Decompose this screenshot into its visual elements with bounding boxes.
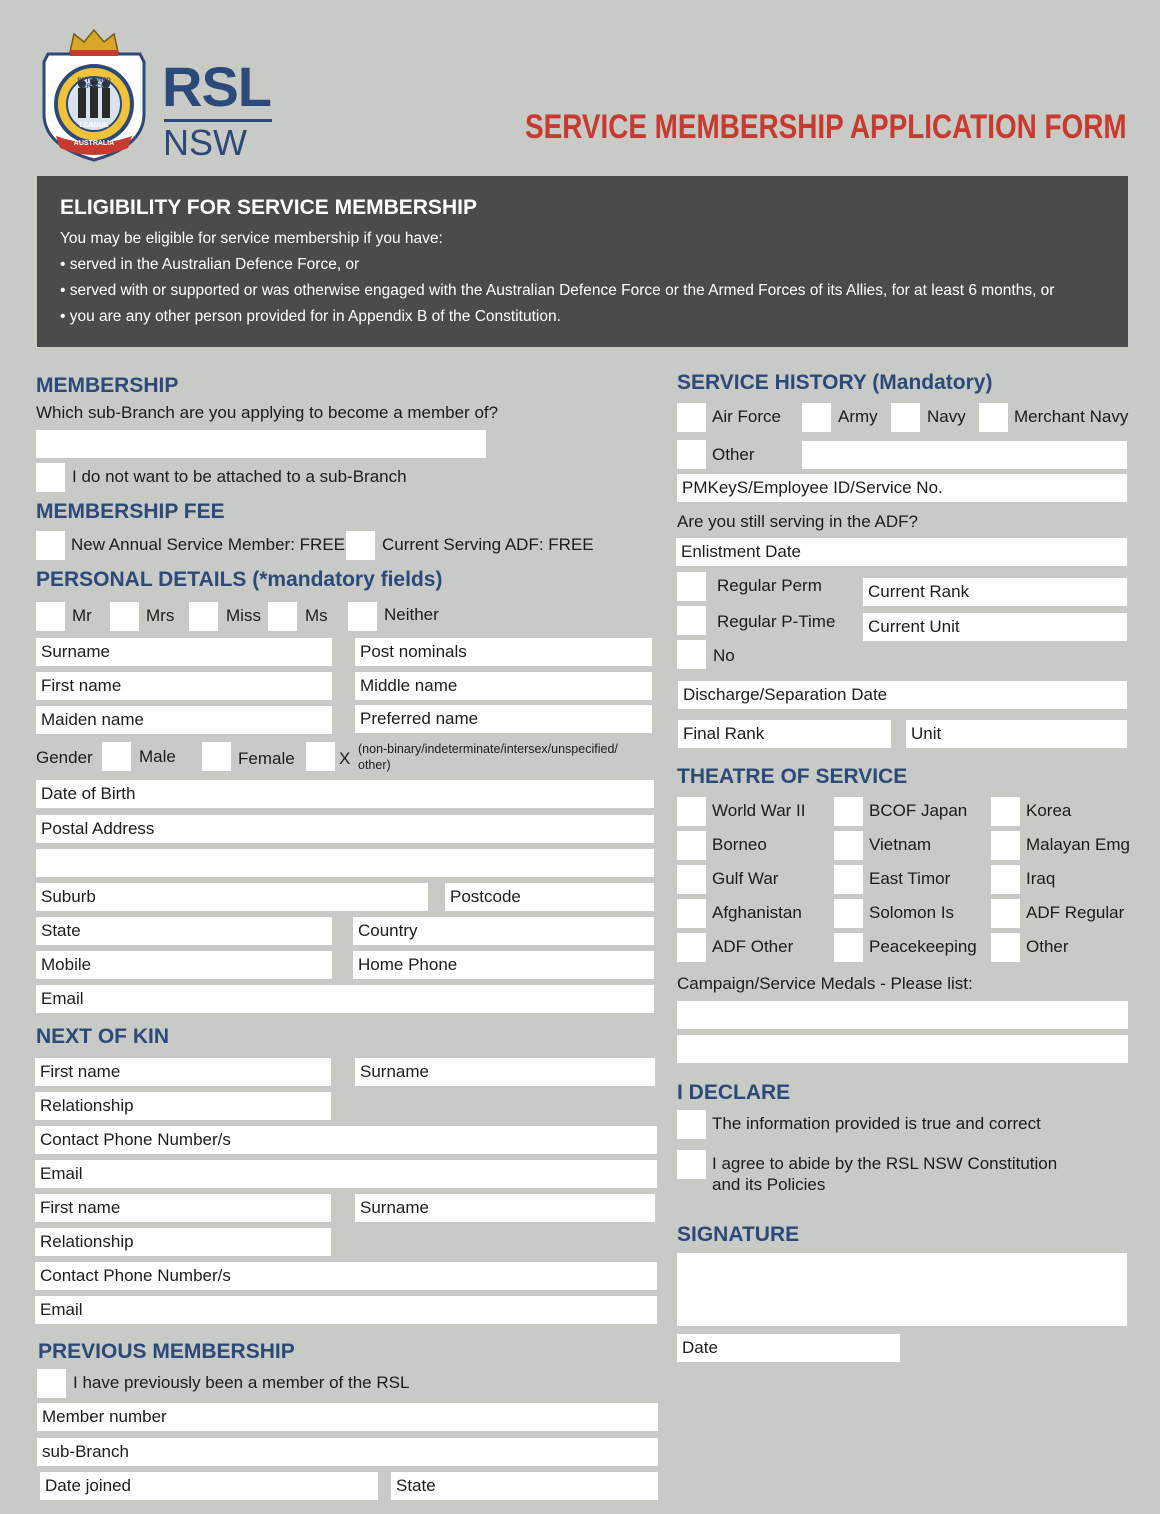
theatre-vietnam-label: Vietnam xyxy=(869,835,932,854)
annual-fee-label: New Annual Service Member: FREE xyxy=(71,535,345,554)
theatre-gulf-checkbox[interactable] xyxy=(677,865,706,894)
theatre-iraq-checkbox[interactable] xyxy=(991,865,1020,894)
serving-fee-checkbox[interactable] xyxy=(346,531,375,560)
theatre-malayan-label: Malayan Emg xyxy=(1026,835,1130,854)
service-other-checkbox[interactable] xyxy=(677,440,706,469)
theatre-ww2-label: World War II xyxy=(712,801,806,820)
member-number-field[interactable]: Member number xyxy=(37,1403,658,1431)
regular-ptime-label: Regular P-Time xyxy=(717,612,836,631)
title-mrs-checkbox[interactable] xyxy=(110,602,139,631)
theatre-afghanistan-checkbox[interactable] xyxy=(677,899,706,928)
eligibility-point: • you are any other person provided for in Appendix B of the Constitution. xyxy=(60,308,561,325)
signature-date-field[interactable]: Date xyxy=(677,1334,900,1362)
maiden-name-field[interactable]: Maiden name xyxy=(36,706,332,734)
membership-question: Which sub-Branch are you applying to become a member of? xyxy=(36,403,499,422)
air-force-checkbox[interactable] xyxy=(677,403,706,432)
theatre-other-label: Other xyxy=(1026,937,1069,956)
eligibility-point: • served with or supported or was otherwise engaged with the Australian Defence Force or the Armed Forces of its Allies, for at least 6 months, or xyxy=(60,282,1055,299)
surname-field[interactable]: Surname xyxy=(36,638,332,666)
dob-field[interactable]: Date of Birth xyxy=(36,780,654,808)
title-mrs-label: Mrs xyxy=(146,606,175,625)
kin2-email-field[interactable]: Email xyxy=(35,1296,657,1324)
kin1-first-name-field[interactable]: First name xyxy=(35,1058,331,1086)
eligibility-intro: You may be eligible for service membership if you have: xyxy=(60,230,443,247)
army-checkbox[interactable] xyxy=(802,403,831,432)
suburb-field[interactable]: Suburb xyxy=(36,883,428,911)
theatre-timor-label: East Timor xyxy=(869,869,951,888)
kin1-email-field[interactable]: Email xyxy=(35,1160,657,1188)
eligibility-title: ELIGIBILITY FOR SERVICE MEMBERSHIP xyxy=(60,196,477,219)
kin2-first-name-field[interactable]: First name xyxy=(35,1194,331,1222)
previous-state-field[interactable]: State xyxy=(391,1472,658,1500)
theatre-borneo-checkbox[interactable] xyxy=(677,831,706,860)
theatre-adf-other-checkbox[interactable] xyxy=(677,933,706,962)
theatre-malayan-checkbox[interactable] xyxy=(991,831,1020,860)
merchant-navy-label: Merchant Navy xyxy=(1014,407,1129,426)
sub-branch-input[interactable] xyxy=(36,430,486,458)
home-phone-field[interactable]: Home Phone xyxy=(353,951,654,979)
still-serving-label: Are you still serving in the ADF? xyxy=(677,512,918,531)
medals-input-1[interactable] xyxy=(677,1001,1128,1029)
current-unit-field[interactable]: Current Unit xyxy=(863,613,1127,641)
gender-male-label: Male xyxy=(139,747,176,766)
declare-abide-label: I agree to abide by the RSL NSW Constitution xyxy=(712,1154,1058,1173)
kin2-relationship-field[interactable]: Relationship xyxy=(35,1228,331,1256)
theatre-korea-label: Korea xyxy=(1026,801,1072,820)
badge-text-mid: LEAGUE xyxy=(79,122,109,129)
middle-name-field[interactable]: Middle name xyxy=(355,672,652,700)
service-other-label: Other xyxy=(712,445,755,464)
title-miss-checkbox[interactable] xyxy=(189,602,218,631)
theatre-iraq-label: Iraq xyxy=(1026,869,1056,888)
title-miss-label: Miss xyxy=(226,606,261,625)
postcode-field[interactable]: Postcode xyxy=(445,883,654,911)
previous-sub-branch-field[interactable]: sub-Branch xyxy=(37,1438,658,1466)
service-other-input[interactable] xyxy=(802,441,1127,469)
kin1-relationship-field[interactable]: Relationship xyxy=(35,1092,331,1120)
no-attach-checkbox[interactable] xyxy=(36,463,65,492)
logo-brand: RSL xyxy=(162,55,271,118)
state-field[interactable]: State xyxy=(36,917,332,945)
preferred-name-field[interactable]: Preferred name xyxy=(355,705,652,733)
merchant-navy-checkbox[interactable] xyxy=(979,403,1008,432)
kin2-phone-field[interactable]: Contact Phone Number/s xyxy=(35,1262,657,1290)
eligibility-point: • served in the Australian Defence Force, or xyxy=(60,256,360,273)
theatre-bcof-label: BCOF Japan xyxy=(869,801,968,820)
signature-box[interactable] xyxy=(677,1253,1127,1326)
theatre-vietnam-checkbox[interactable] xyxy=(834,831,863,860)
mobile-field[interactable]: Mobile xyxy=(36,951,332,979)
kin1-surname-field[interactable]: Surname xyxy=(355,1058,655,1086)
final-rank-field[interactable]: Final Rank xyxy=(678,720,891,748)
pmkeys-field[interactable]: PMKeyS/Employee ID/Service No. xyxy=(677,474,1127,502)
theatre-ww2-checkbox[interactable] xyxy=(677,797,706,826)
declare-true-checkbox[interactable] xyxy=(677,1110,706,1139)
post-nominals-field[interactable]: Post nominals xyxy=(355,638,652,666)
gender-female-label: Female xyxy=(238,749,295,768)
no-attach-label: I do not want to be attached to a sub-Branch xyxy=(72,467,407,486)
postal-address-field[interactable]: Postal Address xyxy=(36,815,654,843)
gender-x-note-2: other) xyxy=(358,758,391,772)
theatre-heading: THEATRE OF SERVICE xyxy=(677,765,908,788)
previous-member-label: I have previously been a member of the RSL xyxy=(73,1373,410,1392)
enlistment-date-field[interactable]: Enlistment Date xyxy=(676,538,1127,566)
previous-heading: PREVIOUS MEMBERSHIP xyxy=(38,1340,295,1363)
regular-perm-label: Regular Perm xyxy=(717,576,822,595)
gender-x-note: (non-binary/indeterminate/intersex/unspecified/ xyxy=(358,742,618,756)
theatre-solomon-label: Solomon Is xyxy=(869,903,955,922)
badge-text-ribbon: AUSTRALIA xyxy=(73,140,115,147)
email-field[interactable]: Email xyxy=(36,985,654,1013)
navy-label: Navy xyxy=(927,407,966,426)
title-mr-checkbox[interactable] xyxy=(36,602,65,631)
kin-heading: NEXT OF KIN xyxy=(36,1025,170,1048)
annual-fee-checkbox[interactable] xyxy=(36,531,65,560)
kin2-surname-field[interactable]: Surname xyxy=(355,1194,655,1222)
membership-heading: MEMBERSHIP xyxy=(36,374,179,397)
theatre-timor-checkbox[interactable] xyxy=(834,865,863,894)
country-field[interactable]: Country xyxy=(353,917,654,945)
theatre-adf-regular-label: ADF Regular xyxy=(1026,903,1125,922)
signature-heading: SIGNATURE xyxy=(677,1223,800,1246)
theatre-adf-regular-checkbox[interactable] xyxy=(991,899,1020,928)
gender-female-checkbox[interactable] xyxy=(202,742,231,771)
theatre-solomon-checkbox[interactable] xyxy=(834,899,863,928)
previous-member-checkbox[interactable] xyxy=(37,1369,66,1398)
medals-input-2[interactable] xyxy=(677,1035,1128,1063)
theatre-afghanistan-label: Afghanistan xyxy=(712,903,802,922)
personal-heading: PERSONAL DETAILS (*mandatory fields) xyxy=(36,568,443,591)
title-neither-label: Neither xyxy=(384,605,439,624)
air-force-label: Air Force xyxy=(712,407,781,426)
navy-checkbox[interactable] xyxy=(891,403,920,432)
title-mr-label: Mr xyxy=(72,606,92,625)
theatre-bcof-checkbox[interactable] xyxy=(834,797,863,826)
title-neither-checkbox[interactable] xyxy=(348,602,377,631)
discharge-date-field[interactable]: Discharge/Separation Date xyxy=(678,681,1127,709)
medals-label: Campaign/Service Medals - Please list: xyxy=(677,974,973,993)
theatre-other-checkbox[interactable] xyxy=(991,933,1020,962)
theatre-peacekeeping-label: Peacekeeping xyxy=(869,937,977,956)
theatre-gulf-label: Gulf War xyxy=(712,869,779,888)
eligibility-banner xyxy=(37,176,1128,347)
declare-true-label: The information provided is true and correct xyxy=(712,1114,1041,1133)
date-joined-field[interactable]: Date joined xyxy=(40,1472,378,1500)
logo-region: NSW xyxy=(163,122,247,163)
theatre-borneo-label: Borneo xyxy=(712,835,767,854)
gender-male-checkbox[interactable] xyxy=(102,742,131,771)
regular-ptime-checkbox[interactable] xyxy=(677,606,706,635)
unit-field[interactable]: Unit xyxy=(906,720,1127,748)
form-title: SERVICE MEMBERSHIP APPLICATION FORM xyxy=(525,108,1127,146)
rsl-logo xyxy=(38,24,278,164)
theatre-peacekeeping-checkbox[interactable] xyxy=(834,933,863,962)
service-heading: SERVICE HISTORY (Mandatory) xyxy=(677,371,993,394)
fee-heading: MEMBERSHIP FEE xyxy=(36,500,225,523)
kin1-phone-field[interactable]: Contact Phone Number/s xyxy=(35,1126,657,1154)
regular-perm-checkbox[interactable] xyxy=(677,572,706,601)
first-name-field[interactable]: First name xyxy=(36,672,332,700)
gender-x-checkbox[interactable] xyxy=(306,742,335,771)
declare-heading: I DECLARE xyxy=(677,1081,791,1104)
badge-text-top: RETURNED SERVICES xyxy=(77,78,111,90)
army-label: Army xyxy=(838,407,878,426)
title-ms-label: Ms xyxy=(305,606,328,625)
theatre-adf-other-label: ADF Other xyxy=(712,937,794,956)
not-serving-label: No xyxy=(713,646,735,665)
postal-address-line2-field[interactable] xyxy=(36,849,654,877)
current-rank-field[interactable]: Current Rank xyxy=(863,578,1127,606)
theatre-korea-checkbox[interactable] xyxy=(991,797,1020,826)
gender-x-label: X xyxy=(339,749,351,768)
serving-fee-label: Current Serving ADF: FREE xyxy=(382,535,594,554)
not-serving-checkbox[interactable] xyxy=(677,640,706,669)
declare-abide-label-2: and its Policies xyxy=(712,1175,826,1194)
gender-label: Gender xyxy=(36,748,93,767)
title-ms-checkbox[interactable] xyxy=(268,602,297,631)
declare-abide-checkbox[interactable] xyxy=(677,1150,706,1179)
